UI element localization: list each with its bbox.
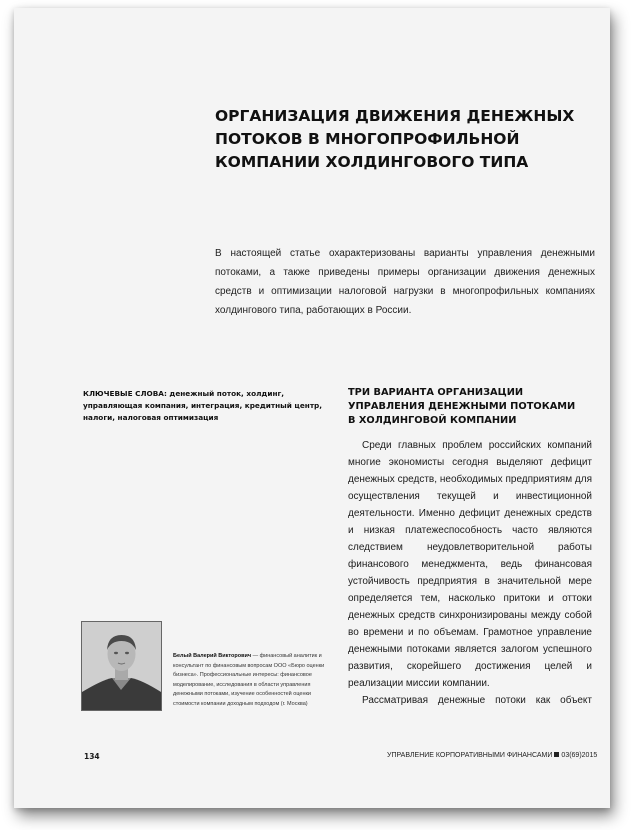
section-heading-line: УПРАВЛЕНИЯ ДЕНЕЖНЫМИ ПОТОКАМИ (348, 401, 576, 412)
title-line: ПОТОКОВ В МНОГОПРОФИЛЬНОЙ (215, 130, 520, 148)
author-bio: — финансовый аналитик и консультант по финансовым вопросам ООО «Бюро оценки бизнеса». Профессиональные интересы: финансовое моделирование, исследования в области управления денежными потоками, изучение особенностей оценки стоимости компании доходным подходом (г. Москва) (173, 653, 325, 707)
page-number: 134 (84, 752, 100, 761)
title-line: ОРГАНИЗАЦИЯ ДВИЖЕНИЯ ДЕНЕЖНЫХ (215, 107, 575, 125)
square-separator-icon (554, 752, 559, 757)
author-name: Белый Валерий Викторович (173, 653, 252, 659)
article-body (348, 437, 592, 709)
author-photo (81, 621, 162, 711)
journal-name: УПРАВЛЕНИЕ КОРПОРАТИВНЫМИ ФИНАНСАМИ (387, 752, 553, 759)
keywords-block (83, 388, 328, 424)
article-abstract: В настоящей статье охарактеризованы варианты управления денежными потоками, а также приведены примеры организации движения денежных средств и оптимизации налоговой нагрузки в многопрофильных компаниях холдингового типа, работающих в России. (215, 248, 595, 316)
running-footer (387, 752, 598, 759)
section-heading-line: В ХОЛДИНГОВОЙ КОМПАНИИ (348, 415, 517, 426)
body-paragraph: Рассматривая денежные потоки как объект (362, 695, 592, 706)
keywords-text: денежный поток, холдинг, управляющая компания, интеграция, кредитный центр, налоги, налоговая оптимизация (83, 389, 323, 422)
author-portrait-image (82, 622, 161, 710)
section-heading (348, 386, 588, 428)
body-paragraph: Среди главных проблем российских компаний многие экономисты сегодня выделяют дефицит денежных средств, необходимых предприятиям для осуществления текущей и инвестиционной деятельности. Именно дефицит денежных средств и низкая платежеспособность часто являются следствием неудовлетворительной работы финансового менеджмента, ведь финансовая устойчивость предприятия в значительной мере определяется тем, насколько притоки и оттоки денежных средств синхронизированы между собой во времени и по объемам. Грамотное управление денежными потоками является залогом успешного развития, скорейшего достижения целей и реализации миссии компании. (348, 440, 592, 689)
author-info (173, 652, 331, 709)
article-title (215, 105, 575, 174)
keywords-label: КЛЮЧЕВЫЕ СЛОВА: (83, 389, 167, 398)
title-line: КОМПАНИИ ХОЛДИНГОВОГО ТИПА (215, 153, 529, 171)
issue-number: 03(69)2015 (561, 752, 598, 759)
section-heading-line: ТРИ ВАРИАНТА ОРГАНИЗАЦИИ (348, 387, 524, 398)
journal-page (14, 8, 610, 808)
